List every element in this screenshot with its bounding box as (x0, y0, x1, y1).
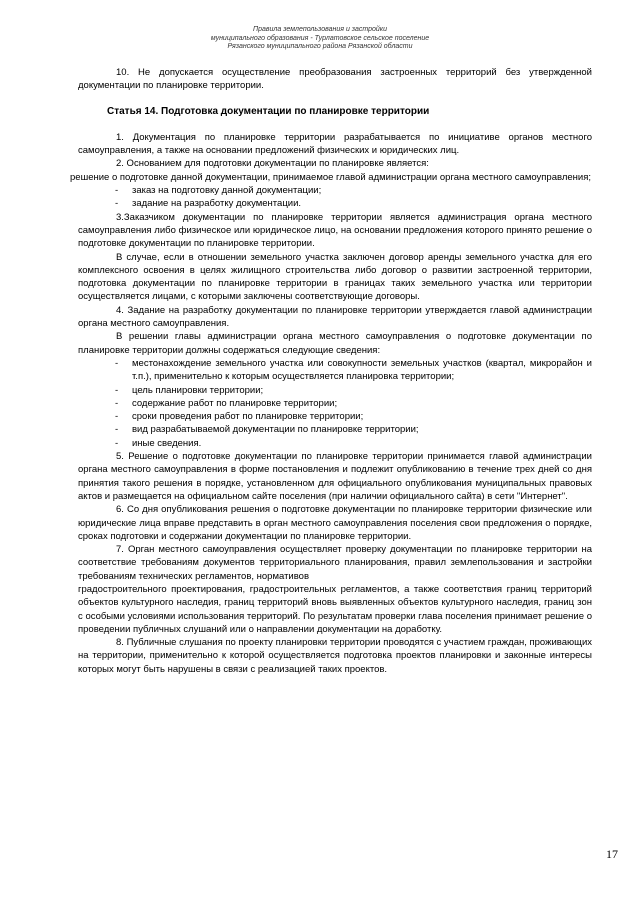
list-item-text: иные сведения. (132, 437, 202, 449)
paragraph-2-decision: решение о подготовке данной документации, принимаемое главой администрации органа местного самоуправления; (70, 171, 591, 183)
header-line-3: Рязанского муниципального района Рязанской области (227, 43, 413, 51)
paragraph-3: 3.Заказчиком документации по планировке территории является администрация органа местного самоуправления либо физическое или юридическое лицо, на основании предложения которого принято решение о подготовке документации по планировке территории. (78, 211, 592, 250)
document-body (70, 66, 592, 676)
paragraph-1: 1. Документация по планировке территории разрабатывается по инициативе органов местного самоуправления, а также на основании предложений физических и юридических лиц. (78, 131, 592, 157)
running-header (0, 26, 640, 52)
page-number: 17 (606, 847, 618, 861)
paragraph-4-decision: В решении главы администрации органа местного самоуправления о подготовке документации по планировке территории должны содержаться следующие сведения: (78, 331, 592, 356)
list-item-text: содержание работ по планировке территории; (132, 397, 338, 409)
paragraph-2: 2. Основанием для подготовки документации по планировке является: (116, 158, 429, 170)
list-item-text: заказ на подготовку данной документации; (132, 185, 322, 197)
list-item-text: сроки проведения работ по планировке территории; (132, 411, 364, 423)
paragraph-3-lease: В случае, если в отношении земельного участка заключен договор аренды земельного участка для его комплексного освоения в целях жилищного строительства либо договор о развитии застроенной территории, подготовка документации по планировке территории в границах таких земельного участка или территории осуществляется лицами, с которыми заключены соответствующие договоры. (78, 251, 592, 303)
paragraph-7: 7. Орган местного самоуправления осуществляет проверку документации по планировке территории на соответствие требованиям документов территориального планирования, правил землепользования и застройки требованиям технических регламентов, нормативов (78, 544, 592, 582)
list-dash: - (115, 384, 119, 396)
list-dash: - (115, 198, 119, 210)
list-dash: - (115, 411, 119, 423)
list-item (78, 437, 592, 450)
list-item-text: местонахождение земельного участка или совокупности земельных участков (квартал, микрорайон и т.п.), применительно к которым осуществляется планировка территории; (132, 357, 592, 383)
list-item-text: цель планировки территории; (132, 384, 264, 396)
header-line-1: Правила землепользования и застройки (253, 26, 387, 33)
list-dash: - (115, 397, 119, 409)
list-item-text: задание на разработку документации. (132, 198, 302, 210)
list-item (78, 397, 592, 410)
header-line-2: муниципального образования - Турлатовское сельское поселение (210, 34, 430, 42)
list-item (78, 410, 592, 423)
list-dash: - (115, 185, 119, 197)
article-heading: Статья 14. Подготовка документации по планировке территории (107, 105, 430, 117)
list-item (78, 357, 592, 384)
paragraph-4: 4. Задание на разработку документации по планировке территории утверждается главой администрации органа местного самоуправления. (78, 304, 592, 330)
paragraph-10: 10. Не допускается осуществление преобразования застроенных территорий без утвержденной документации по планировке территории. (78, 67, 592, 92)
list-item (78, 184, 592, 197)
list-item (78, 197, 592, 210)
list-dash: - (115, 437, 119, 449)
paragraph-8: 8. Публичные слушания по проекту планировки территории проводятся с участием граждан, проживающих на территории, применительно к которой осуществляется подготовка проектов планировки и законные интересы которых могут быть нарушены в связи с реализацией таких проектов. (78, 637, 592, 675)
list-item-text: вид разрабатываемой документации по планировке территории; (132, 424, 419, 436)
list-item (78, 423, 592, 436)
paragraph-5: 5. Решение о подготовке документации по планировке территории принимается главой администрации органа местного самоуправления в форме постановления и подлежит опубликованию в течение трех дней со дня принятия такого решения в порядке, установленном для официального опубликования муниципальных правовых актов и размещается на официальном сайте поселения (при наличии официального сайта) в сети "Интернет". (78, 451, 592, 502)
list-item (78, 384, 592, 397)
paragraph-7-continued: градостроительного проектирования, градостроительных регламентов, а также соответствия границ территорий объектов культурного наследия, границ территорий вновь выявленных объектов культурного наследия, границ зон с особыми условиями использования территорий. По результатам проверки глава поселения принимает решение о проведении публичных слушаний или о направлении документации на доработку. (78, 583, 592, 635)
list-dash: - (115, 424, 119, 436)
list-dash: - (115, 357, 119, 369)
paragraph-6: 6. Со дня опубликования решения о подготовке документации по планировке территории физические или юридические лица вправе представить в орган местного самоуправления поселения свои предложения о порядке, сроках подготовки и содержании документации по планировке территории. (78, 504, 592, 542)
